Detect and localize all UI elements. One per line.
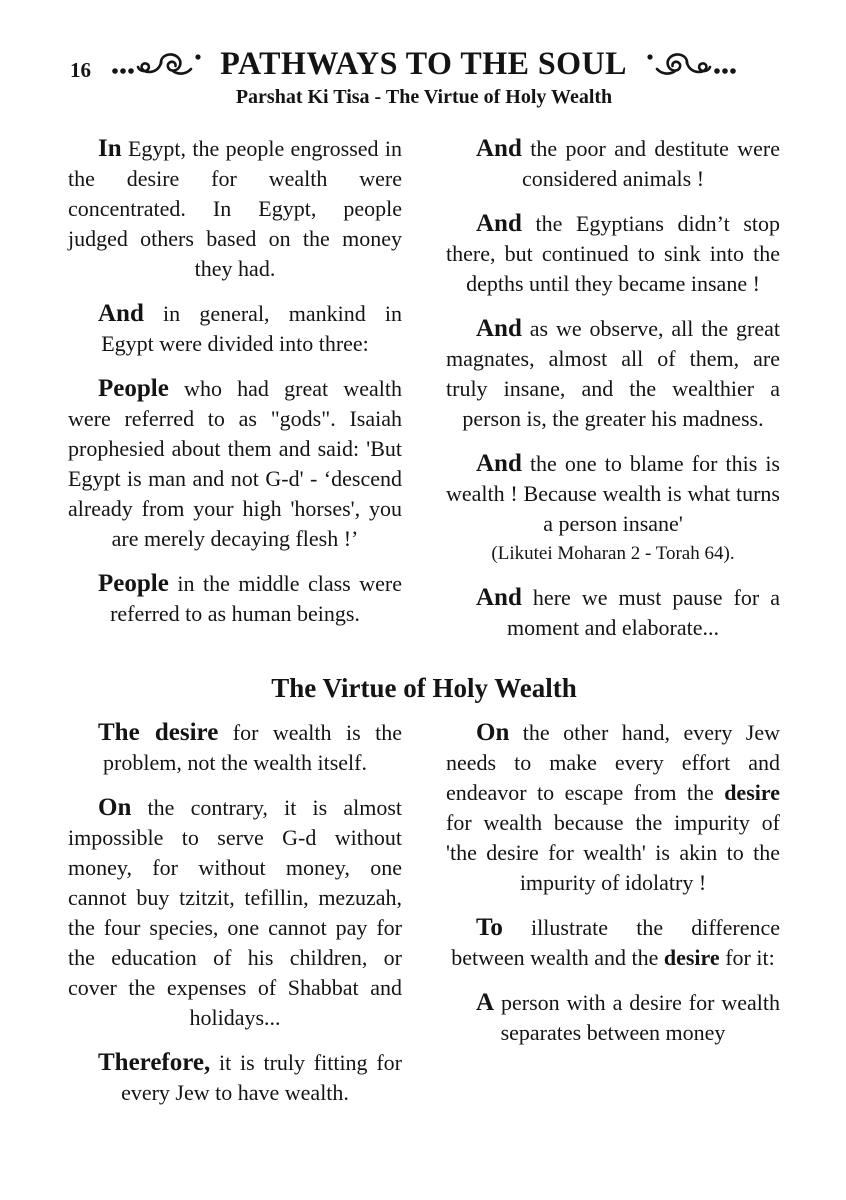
paragraph xyxy=(68,134,402,284)
paragraph-text: the one to blame for this is wealth ! Because wealth is what turns a person insane' xyxy=(446,451,780,536)
paragraph-lead-word: People xyxy=(98,375,169,402)
paragraph xyxy=(68,793,402,1033)
paragraph-text: the poor and destitute were considered animals ! xyxy=(521,136,780,191)
paragraph xyxy=(68,1048,402,1108)
paragraph-lead-word: The desire xyxy=(98,719,219,746)
paragraph-lead-word: People xyxy=(98,570,169,597)
paragraph-lead-word: And xyxy=(476,315,522,342)
paragraph-lead-word: And xyxy=(476,210,522,237)
page-number: 16 xyxy=(70,58,91,82)
paragraph xyxy=(446,988,780,1048)
paragraph-lead-word: Therefore, xyxy=(98,1049,211,1076)
paragraph-text: in the middle class were referred to as human beings. xyxy=(110,571,402,626)
paragraph-lead-word: A xyxy=(476,989,495,1016)
paragraph xyxy=(68,299,402,359)
paragraph xyxy=(446,209,780,299)
paragraph xyxy=(446,718,780,898)
paragraph-text: the contrary, it is almost impossible to serve G-d without money, for without money, one cannot buy tzitzit, tefillin, mezuzah, the four species, one cannot pay for the education of his children, or cover the expenses of Shabbat and holidays... xyxy=(68,795,402,1030)
paragraph-lead-word: And xyxy=(476,584,522,611)
flourish-left-icon xyxy=(110,50,206,80)
book-title: PATHWAYS TO THE SOUL xyxy=(220,46,628,82)
page-header xyxy=(68,46,780,109)
paragraph-text: as we observe, all the great magnates, almost all of them, are truly insane, and the wealthier a person is, the greater his madness. xyxy=(446,316,780,431)
book-title-row xyxy=(68,46,780,83)
paragraph xyxy=(446,134,780,194)
source-citation: (Likutei Moharan 2 - Torah 64). xyxy=(491,543,735,564)
chapter-subtitle: Parshat Ki Tisa - The Virtue of Holy Wealth xyxy=(235,86,613,108)
paragraph-text: who had great wealth were referred to as "gods". Isaiah prophesied about them and said: 'But Egypt is man and not G-d' - ‘descend already from your high 'horses', you are merely decaying flesh !’ xyxy=(68,376,402,551)
paragraph-lead-word: On xyxy=(98,794,132,821)
column-top-left xyxy=(68,134,402,658)
flourish-right-icon xyxy=(642,50,738,80)
paragraph xyxy=(68,374,402,554)
section-heading: The Virtue of Holy Wealth xyxy=(271,673,577,703)
bold-text: desire xyxy=(663,945,720,970)
columns-top xyxy=(68,134,780,658)
paragraph xyxy=(446,314,780,434)
paragraph-text: the Egyptians didn’t stop there, but continued to sink into the depths until they became insane ! xyxy=(446,211,780,296)
paragraph-text: person with a desire for wealth separates between money xyxy=(494,990,780,1045)
paragraph-text: the other hand, every Jew needs to make every effort and endeavor to escape from the xyxy=(446,720,780,805)
paragraph xyxy=(68,718,402,778)
column-bottom-left xyxy=(68,718,402,1123)
paragraph xyxy=(446,913,780,973)
paragraph-text: here we must pause for a moment and elaborate... xyxy=(507,585,780,640)
paragraph xyxy=(68,569,402,629)
paragraph-lead-word: In xyxy=(98,135,122,162)
paragraph-text: in general, mankind in Egypt were divided into three: xyxy=(101,301,402,356)
bold-text: desire xyxy=(724,780,780,805)
paragraph xyxy=(446,449,780,539)
columns-bottom xyxy=(68,718,780,1123)
paragraph-lead-word: And xyxy=(98,300,144,327)
paragraph-lead-word: And xyxy=(476,450,522,477)
paragraph xyxy=(446,583,780,643)
paragraph-text: for wealth is the problem, not the wealth itself. xyxy=(103,720,402,775)
paragraph-lead-word: To xyxy=(476,914,503,941)
paragraph-text: for it: xyxy=(719,945,775,970)
paragraph-text: illustrate the difference between wealth and the xyxy=(451,915,780,970)
paragraph-text: Egypt, the people engrossed in the desire for wealth were concentrated. In Egypt, people judged others based on the money they had. xyxy=(68,136,402,281)
paragraph-text: for wealth because the impurity of 'the desire for wealth' is akin to the impurity of idolatry ! xyxy=(446,810,780,895)
paragraph-text: it is truly fitting for every Jew to have wealth. xyxy=(121,1050,402,1105)
paragraph-lead-word: And xyxy=(476,135,522,162)
column-bottom-right xyxy=(446,718,780,1123)
column-top-right xyxy=(446,134,780,658)
paragraph-lead-word: On xyxy=(476,719,510,746)
